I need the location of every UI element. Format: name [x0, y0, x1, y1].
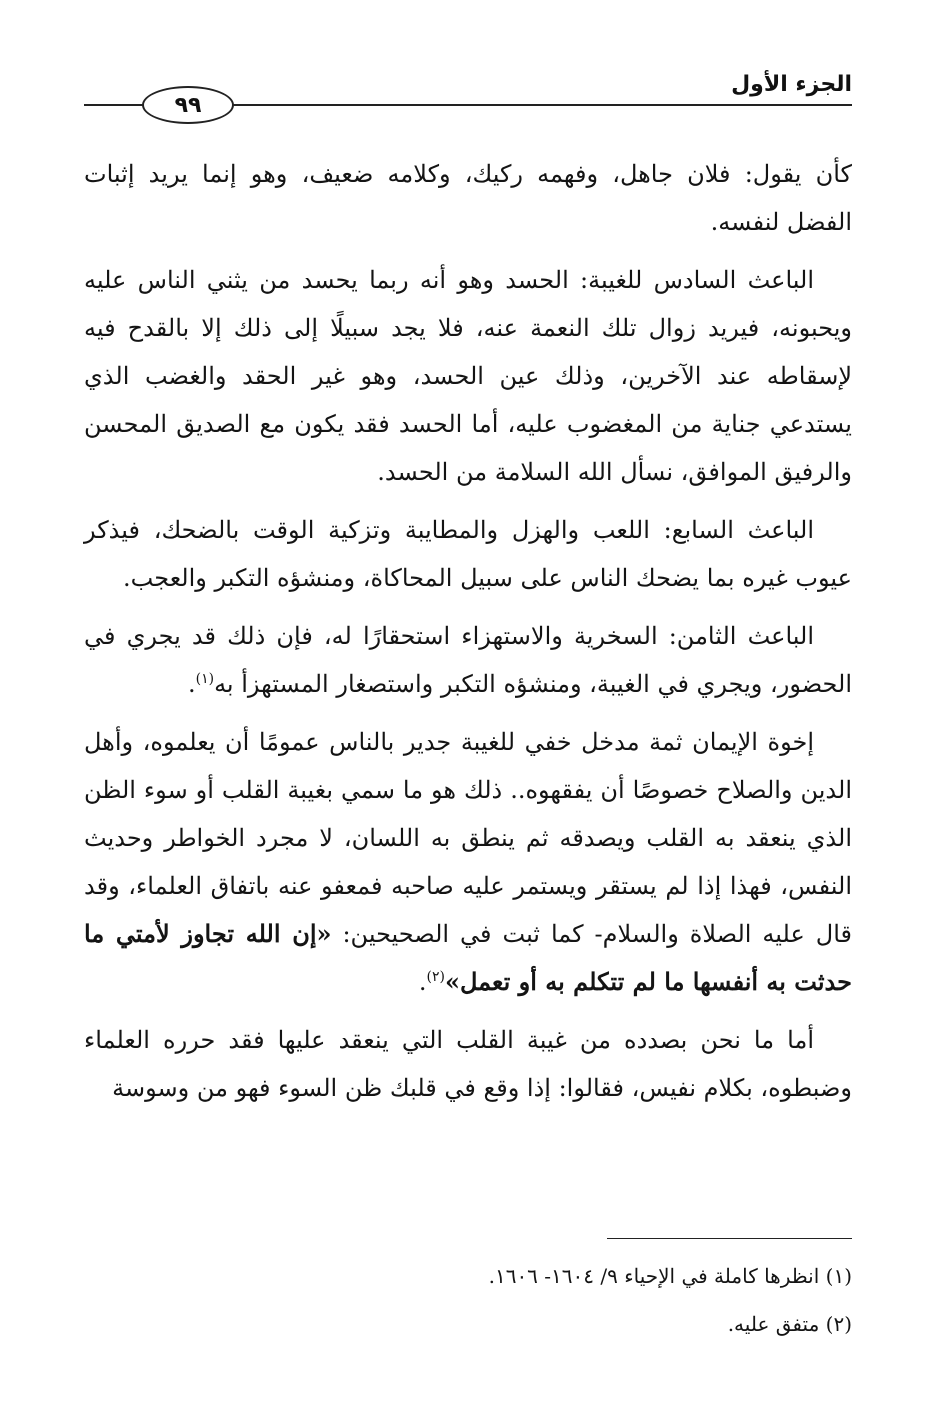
paragraph-3	[84, 506, 852, 602]
paragraph-6	[84, 1016, 852, 1112]
paragraph-5-end: .	[418, 968, 427, 996]
page-header	[84, 68, 852, 138]
paragraph-4-text: الباعث الثامن: السخرية والاستهزاء استحقارًا له، فإن ذلك قد يجري في الحضور، ويجري في الغيبة، ومنشؤه التكبر واستصغار المستهزأ به	[84, 622, 852, 698]
page-number: ٩٩	[174, 92, 202, 118]
paragraph-6-text: أما ما نحن بصدده من غيبة القلب التي ينعقد عليها فقد حرره العلماء وضبطوه، بكلام نفيس، فقالوا: إذا وقع في قلبك ظن السوء فهو من وسوسة	[84, 1026, 852, 1102]
paragraph-2-text: الباعث السادس للغيبة: الحسد وهو أنه ربما يحسد من يثني الناس عليه ويحبونه، فيريد زوال تلك النعمة عنه، فلا يجد سبيلًا إلى ذلك إلا بالقدح فيه لإسقاطه عند الآخرين، وذلك عين الحسد، وهو غير الحقد والغضب الذي يستدعي جناية من المغضوب عليه، أما الحسد فقد يكون مع الصديق المحسن والرفيق الموافق، نسأل الله السلامة من الحسد.	[84, 266, 852, 486]
footnotes	[84, 1252, 852, 1348]
paragraph-2	[84, 256, 852, 496]
page-number-badge	[142, 86, 234, 124]
running-title: الجزء الأول	[731, 72, 852, 97]
hadith-quote: «إن الله تجاوز لأمتي ما حدثت به أنفسها ما لم تتكلم به أو تعمل»	[84, 919, 852, 996]
paragraph-3-text: الباعث السابع: اللعب والهزل والمطايبة وتزكية الوقت بالضحك، فيذكر عيوب غيره بما يضحك الناس على سبيل المحاكاة، ومنشؤه التكبر والعجب.	[84, 516, 852, 592]
footnote-2: (٢) متفق عليه.	[727, 1312, 852, 1336]
footnote-ref-2[interactable]: (٢)	[426, 969, 445, 985]
paragraph-4	[84, 612, 852, 708]
paragraph-5-text: إخوة الإيمان ثمة مدخل خفي للغيبة جدير بالناس عمومًا أن يعلموه، وأهل الدين والصلاح خصوصًا أن يفقهوه.. ذلك هو ما سمي بغيبة القلب أو سوء الظن الذي ينعقد به القلب ويصدقه ثم ينطق به اللسان، لا مجرد الخواطر وحديث النفس، فهذا إذا لم يستقر ويستمر عليه صاحبه فمعفو عنه باتفاق العلماء، وقد قال عليه الصلاة والسلام- كما ثبت في الصحيحين:	[84, 728, 852, 948]
paragraph-1-text: كأن يقول: فلان جاهل، وفهمه ركيك، وكلامه ضعيف، وهو إنما يريد إثبات الفضل لنفسه.	[84, 160, 852, 236]
footnote-ref-1[interactable]: (١)	[195, 671, 215, 687]
paragraph-5	[84, 718, 852, 1006]
paragraph-1	[84, 150, 852, 246]
paragraph-4-end: .	[187, 670, 196, 698]
body-text	[84, 150, 852, 1112]
footnote-1: (١) انظرها كاملة في الإحياء ٩/ ١٦٠٤- ١٦٠٦.	[488, 1264, 852, 1288]
footnote-separator	[607, 1238, 852, 1239]
